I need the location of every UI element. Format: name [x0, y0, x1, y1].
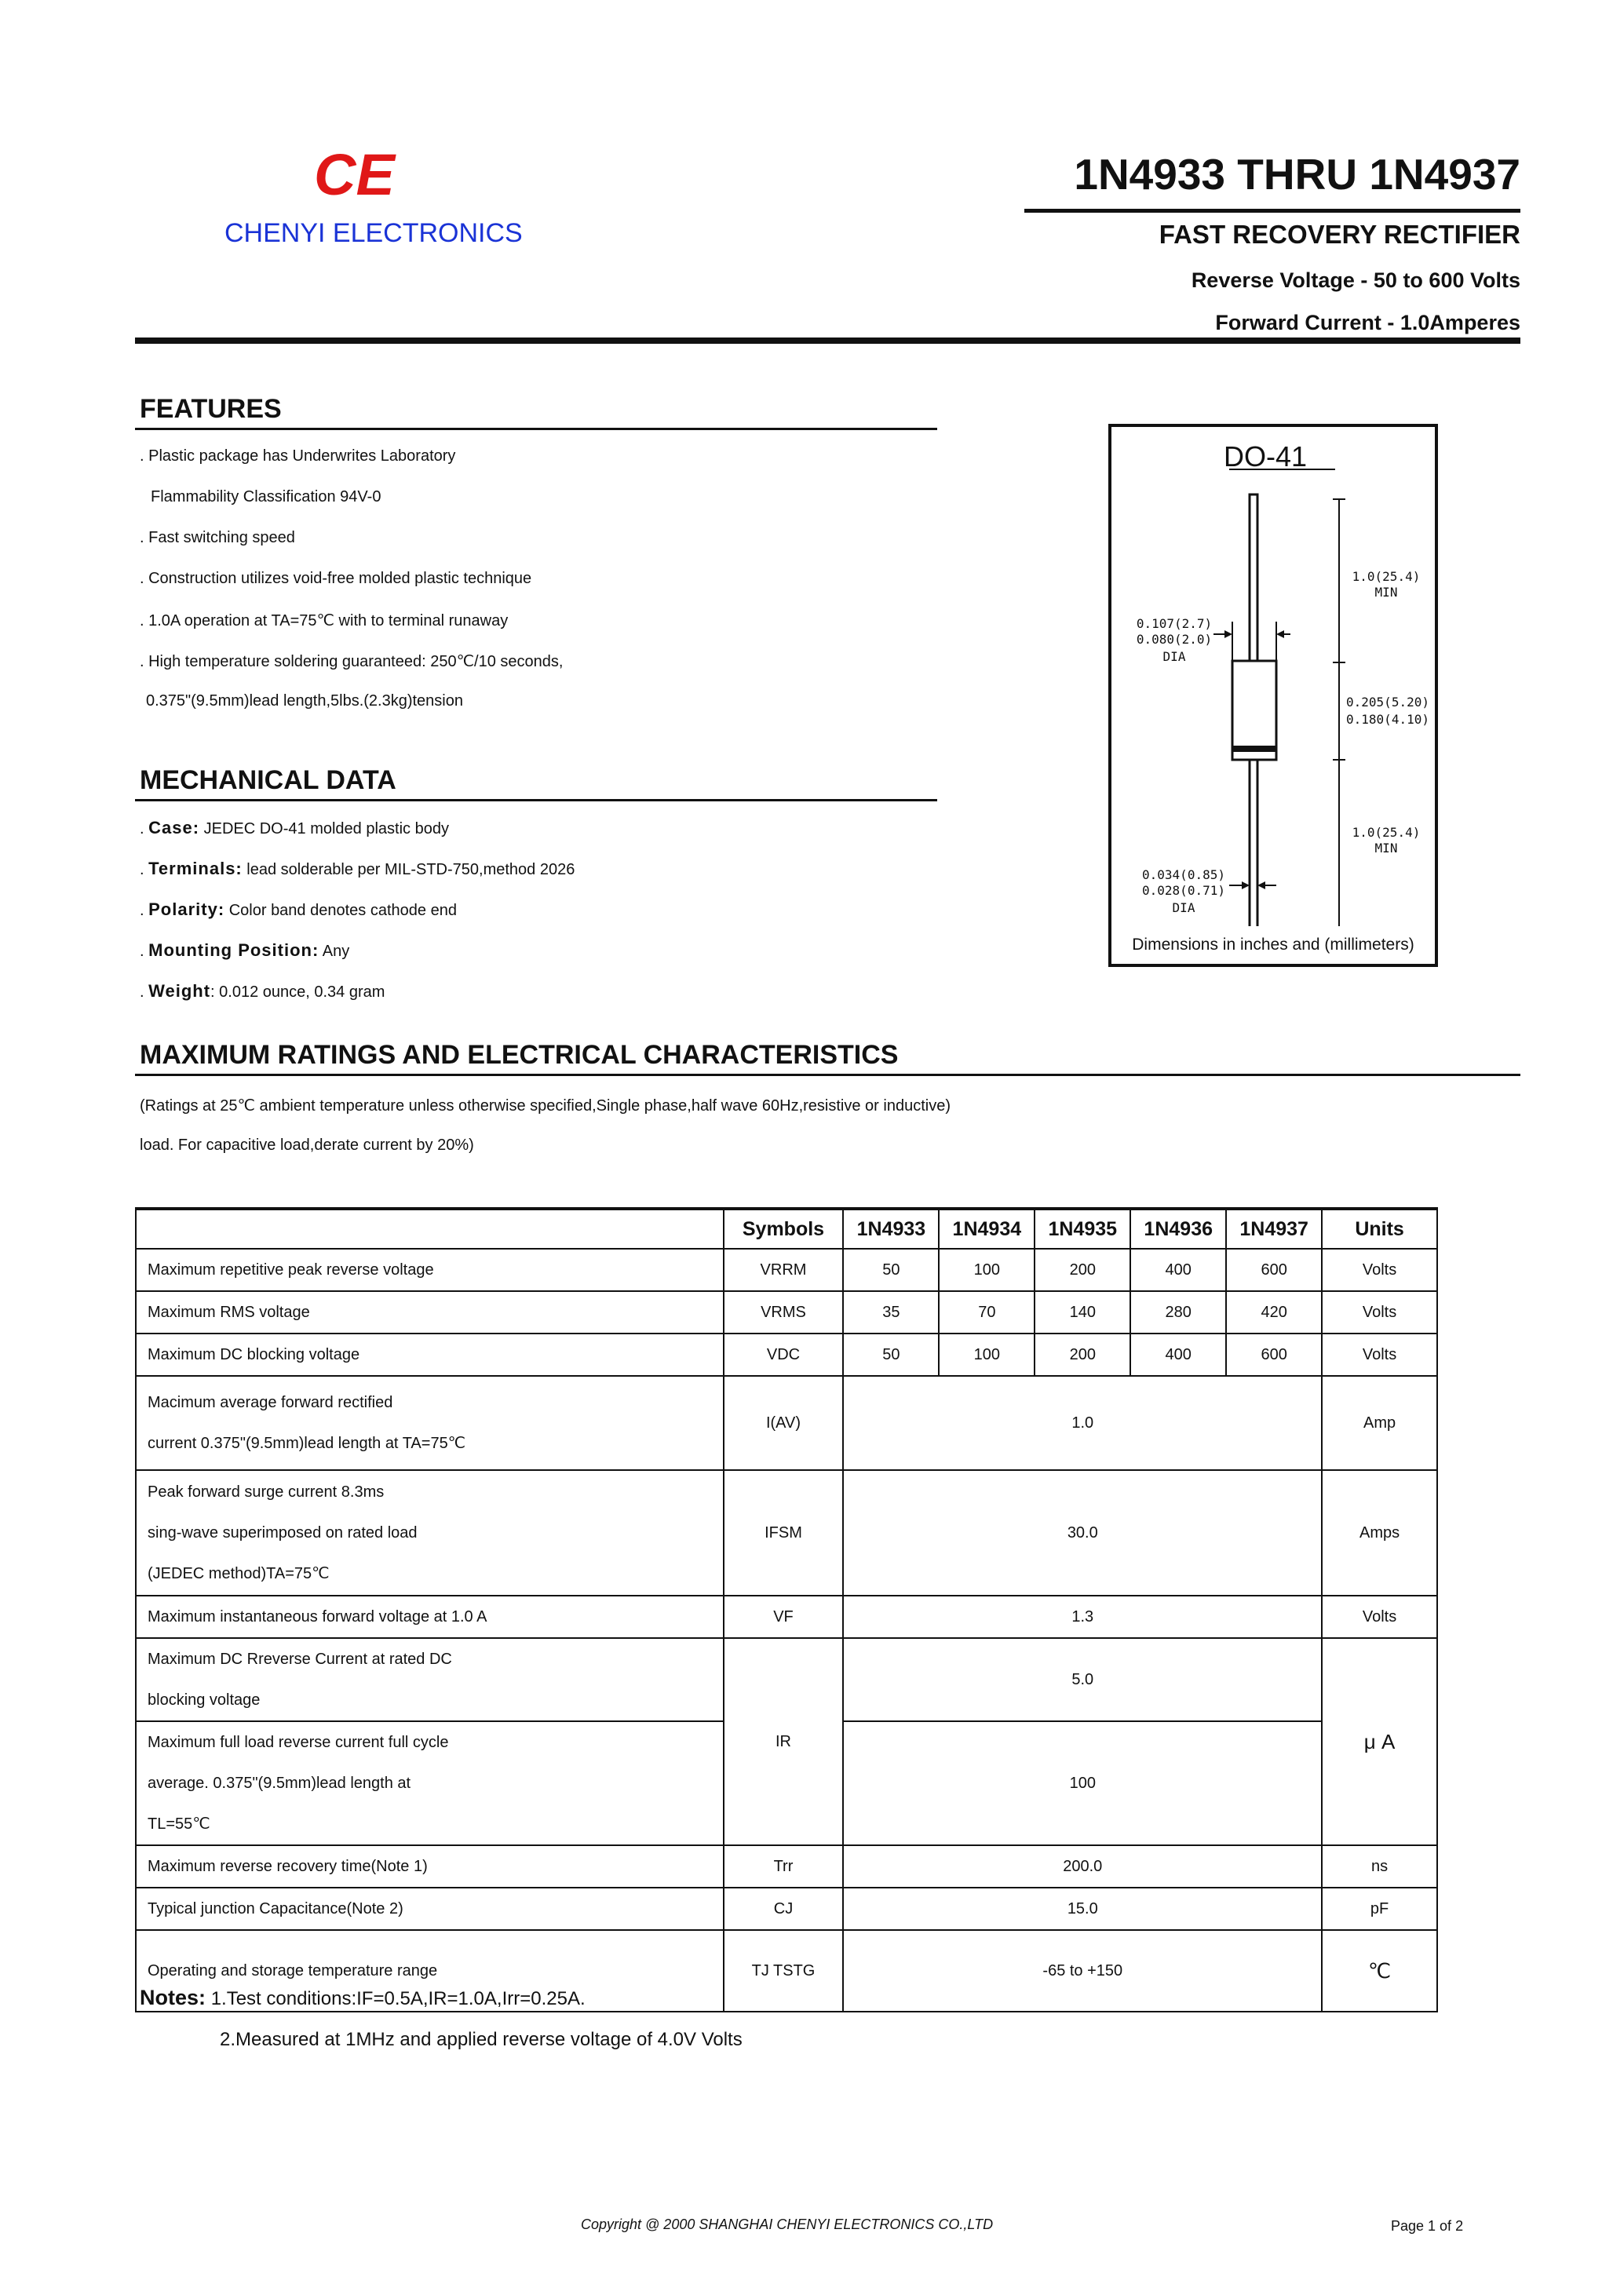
header-symbols: Symbols	[724, 1209, 844, 1249]
features-heading: FEATURES	[140, 394, 282, 424]
feature-item: . 1.0A operation at TA=75℃ with to terminal runaway	[140, 612, 509, 629]
table-row-cj: Typical junction Capacitance(Note 2) CJ 15.0 pF	[136, 1888, 1437, 1930]
header-units: Units	[1322, 1209, 1437, 1249]
header-desc	[136, 1209, 724, 1249]
ratings-table	[135, 1207, 1438, 2012]
ratings-note-2: load. For capacitive load,derate current by 20%)	[140, 1137, 474, 1154]
feature-item: . Plastic package has Underwrites Laboratory	[140, 447, 456, 465]
mech-polarity: . Polarity: Color band denotes cathode end	[140, 899, 457, 919]
mech-terminals: . Terminals: lead solderable per MIL-STD-750,method 2026	[140, 859, 575, 878]
svg-text:0.205(5.20): 0.205(5.20)	[1346, 695, 1429, 710]
do41-diagram	[1111, 427, 1435, 964]
company-name: CHENYI ELECTRONICS	[224, 218, 523, 248]
table-row-temp: Operating and storage temperature range TJ TSTG -65 to +150 ℃	[136, 1930, 1437, 2012]
feature-item: . Construction utilizes void-free molded plastic technique	[140, 570, 532, 587]
ratings-note-1: (Ratings at 25℃ ambient temperature unless otherwise specified,Single phase,half wave 60Hz,resistive or inductive)	[140, 1097, 951, 1115]
note-2: 2.Measured at 1MHz and applied reverse voltage of 4.0V Volts	[220, 2029, 743, 2050]
feature-item: . Fast switching speed	[140, 529, 295, 546]
mech-weight: . Weight: 0.012 ounce, 0.34 gram	[140, 981, 385, 1001]
table-header-row	[136, 1209, 1437, 1249]
forward-current-spec: Forward Current - 1.0Amperes	[1215, 311, 1520, 334]
title-rule	[1024, 209, 1520, 213]
table-row-iav: Macimum average forward rectified current 0.375"(9.5mm)lead length at TA=75℃ I(AV) 1.0 Amp	[136, 1376, 1437, 1470]
table-row: Maximum RMS voltage VRMS 35 70 140 280 420 Volts	[136, 1291, 1437, 1334]
svg-text:1.0(25.4): 1.0(25.4)	[1352, 825, 1421, 840]
ratings-rule	[135, 1074, 1520, 1076]
svg-text:0.180(4.10): 0.180(4.10)	[1346, 712, 1429, 727]
header-1n4933: 1N4933	[843, 1209, 939, 1249]
svg-text:DIA: DIA	[1162, 649, 1186, 664]
header-divider	[135, 338, 1520, 344]
svg-text:0.028(0.71): 0.028(0.71)	[1142, 883, 1225, 898]
page-number: Page 1 of 2	[1391, 2218, 1464, 2234]
part-subtitle: FAST RECOVERY RECTIFIER	[1159, 220, 1520, 249]
svg-text:0.107(2.7): 0.107(2.7)	[1136, 616, 1213, 631]
header-1n4936: 1N4936	[1130, 1209, 1226, 1249]
package-caption: Dimensions in inches and (millimeters)	[1132, 936, 1414, 954]
svg-text:MIN: MIN	[1374, 585, 1398, 600]
cathode-band	[1232, 746, 1276, 752]
brand-logo: CE	[314, 142, 395, 207]
table-row-vf: Maximum instantaneous forward voltage at 1.0 A VF 1.3 Volts	[136, 1596, 1437, 1638]
reverse-voltage-spec: Reverse Voltage - 50 to 600 Volts	[1191, 268, 1520, 292]
diode-body	[1232, 661, 1276, 760]
top-lead	[1250, 494, 1257, 675]
table-row: Maximum repetitive peak reverse voltage VRRM 50 100 200 400 600 Volts	[136, 1249, 1437, 1291]
header-1n4937: 1N4937	[1226, 1209, 1322, 1249]
feature-item: Flammability Classification 94V-0	[151, 488, 381, 505]
mechanical-rule	[135, 799, 937, 801]
table-row: Maximum DC blocking voltage VDC 50 100 200 400 600 Volts	[136, 1334, 1437, 1376]
features-rule	[135, 428, 937, 430]
svg-text:DIA: DIA	[1172, 900, 1195, 915]
table-row-ir-1: Maximum DC Rreverse Current at rated DC blocking voltage IR 5.0 μ A	[136, 1638, 1437, 1721]
svg-text:0.080(2.0): 0.080(2.0)	[1136, 632, 1213, 647]
package-outline-box	[1108, 424, 1438, 967]
feature-item: 0.375"(9.5mm)lead length,5lbs.(2.3kg)tension	[146, 692, 463, 710]
header-1n4934: 1N4934	[939, 1209, 1035, 1249]
bottom-lead	[1250, 760, 1257, 948]
ratings-heading: MAXIMUM RATINGS AND ELECTRICAL CHARACTERISTICS	[140, 1040, 899, 1070]
part-title: 1N4933 THRU 1N4937	[1074, 150, 1520, 199]
svg-text:MIN: MIN	[1374, 841, 1398, 856]
table-row-ir-2: Maximum full load reverse current full cycle average. 0.375"(9.5mm)lead length at TL=55℃ 100	[136, 1721, 1437, 1845]
copyright: Copyright @ 2000 SHANGHAI CHENYI ELECTRONICS CO.,LTD	[581, 2217, 994, 2232]
table-row-trr: Maximum reverse recovery time(Note 1) Trr 200.0 ns	[136, 1845, 1437, 1888]
svg-text:1.0(25.4): 1.0(25.4)	[1352, 569, 1421, 584]
header-1n4935: 1N4935	[1035, 1209, 1130, 1249]
table-row-ifsm: Peak forward surge current 8.3ms sing-wave superimposed on rated load (JEDEC method)TA=75℃ IFSM 30.0 Amps	[136, 1470, 1437, 1596]
svg-text:0.034(0.85): 0.034(0.85)	[1142, 867, 1225, 882]
note-1: Notes: 1.Test conditions:IF=0.5A,IR=1.0A,Irr=0.25A.	[140, 1986, 586, 2009]
mech-case: . Case: JEDEC DO-41 molded plastic body	[140, 818, 449, 837]
package-name: DO-41	[1223, 440, 1308, 472]
mech-mounting: . Mounting Position: Any	[140, 940, 350, 960]
feature-item: . High temperature soldering guaranteed: 250℃/10 seconds,	[140, 653, 564, 670]
mechanical-heading: MECHANICAL DATA	[140, 765, 396, 795]
